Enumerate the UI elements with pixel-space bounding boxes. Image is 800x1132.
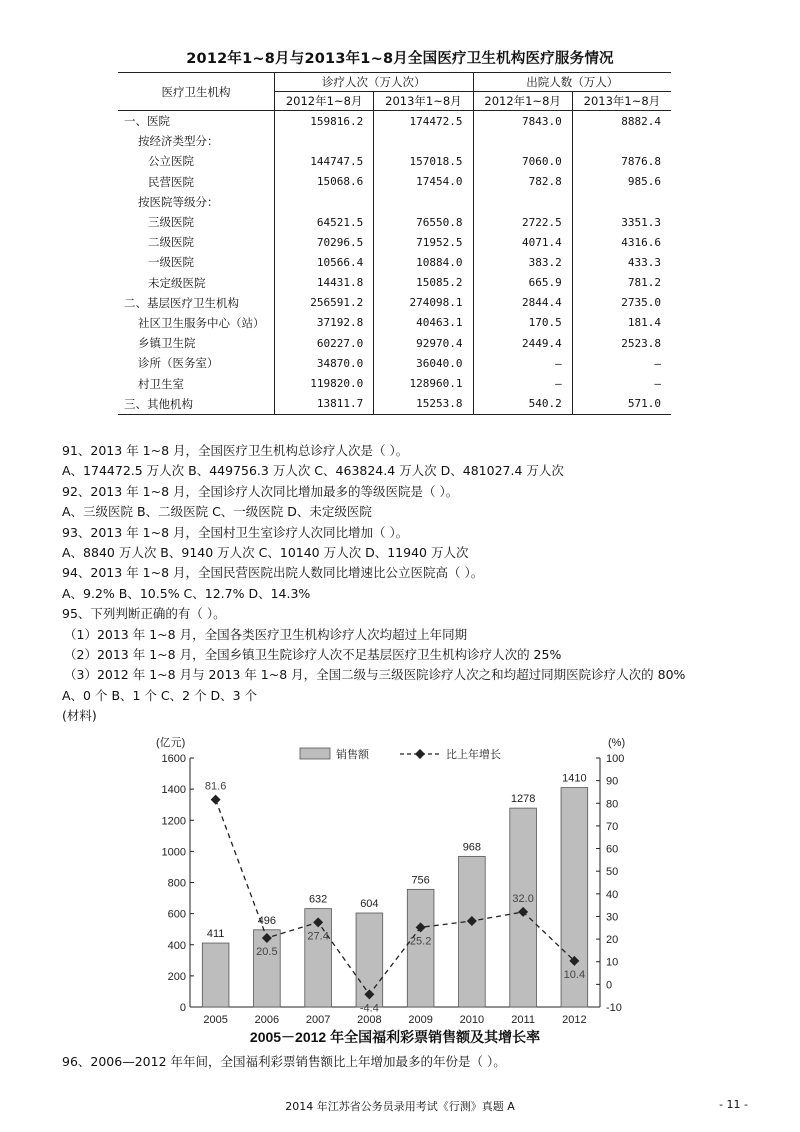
row-label: 一级医院 bbox=[148, 255, 194, 270]
table-cell: 128960.1 bbox=[374, 373, 473, 393]
table-cell: 15068.6 bbox=[275, 172, 374, 192]
row-label: 三级医院 bbox=[148, 215, 194, 230]
table-row bbox=[118, 333, 671, 353]
table-cell: 15085.2 bbox=[374, 273, 473, 293]
table-cell: 665.9 bbox=[473, 273, 572, 293]
table-row bbox=[118, 192, 671, 212]
table-cell: 7876.8 bbox=[572, 151, 671, 171]
x-tick-label: 2012 bbox=[562, 1014, 587, 1026]
table-row bbox=[118, 293, 671, 313]
row-label: 按经济类型分： bbox=[138, 134, 219, 149]
x-tick-label: 2011 bbox=[511, 1014, 535, 1026]
x-tick-label: 2008 bbox=[357, 1014, 382, 1026]
header-period: 2012年1~8月 bbox=[275, 92, 374, 111]
header-discharges: 出院人数（万人） bbox=[473, 73, 671, 92]
table-title: 2012年1~8月与2013年1~8月全国医疗卫生机构医疗服务情况 bbox=[186, 51, 614, 67]
x-tick-label: 2010 bbox=[459, 1014, 485, 1026]
sales-value-label: 604 bbox=[360, 898, 379, 911]
question-91: 91、2013 年 1~8 月，全国医疗卫生机构总诊疗人次是（ ）。 bbox=[62, 443, 409, 458]
table-cell: 181.4 bbox=[572, 313, 671, 333]
table-cell: 157018.5 bbox=[374, 151, 473, 171]
growth-value-label: 10.4 bbox=[563, 968, 586, 981]
legend-line-marker bbox=[415, 749, 425, 759]
header-period: 2013年1~8月 bbox=[572, 92, 671, 111]
x-tick-label: 2006 bbox=[254, 1014, 280, 1026]
question-95-statement: （2）2013 年 1~8 月，全国乡镇卫生院诊疗人次不足基层医疗卫生机构诊疗人次的 25% bbox=[64, 647, 562, 663]
table-row bbox=[118, 151, 671, 171]
table-cell: 10884.0 bbox=[374, 252, 473, 272]
table-cell: 13811.7 bbox=[275, 394, 374, 415]
table-cell: — bbox=[473, 373, 572, 393]
left-tick-label: 1600 bbox=[161, 753, 186, 765]
table-cell: 540.2 bbox=[473, 394, 572, 415]
table-cell: 3351.3 bbox=[572, 212, 671, 232]
table-cell: 15253.8 bbox=[374, 394, 473, 415]
right-tick-label: 70 bbox=[606, 820, 619, 833]
table-cell: 4071.4 bbox=[473, 232, 572, 252]
table-cell bbox=[572, 131, 671, 151]
table-cell bbox=[473, 131, 572, 151]
footer-title: 2014 年江苏省公务员录用考试《行测》真题 A bbox=[285, 1100, 515, 1113]
table-row bbox=[118, 252, 671, 272]
table-cell: — bbox=[572, 353, 671, 373]
x-tick-label: 2007 bbox=[305, 1014, 331, 1026]
right-tick-label: 40 bbox=[606, 888, 619, 901]
table-row bbox=[118, 353, 671, 373]
table-cell: 144747.5 bbox=[275, 151, 374, 171]
table-cell bbox=[374, 131, 473, 151]
table-cell bbox=[374, 192, 473, 212]
table-cell: 76550.8 bbox=[374, 212, 473, 232]
row-label: 乡镇卫生院 bbox=[138, 336, 196, 351]
row-label: 社区卫生服务中心（站） bbox=[138, 315, 265, 330]
page-number: - 11 - bbox=[719, 1098, 748, 1111]
row-label: 一、医院 bbox=[124, 114, 170, 129]
sales-value-label: 496 bbox=[257, 914, 277, 927]
right-tick-label: 60 bbox=[606, 843, 619, 856]
row-label: 二、基层医疗卫生机构 bbox=[124, 295, 239, 310]
question-92-options: A、三级医院 B、二级医院 C、一级医院 D、未定级医院 bbox=[62, 504, 372, 520]
table-cell: 256591.2 bbox=[275, 293, 374, 313]
question-93: 93、2013 年 1~8 月，全国村卫生室诊疗人次同比增加（ ）。 bbox=[62, 524, 409, 540]
table-row bbox=[118, 394, 671, 415]
table-cell: 2523.8 bbox=[572, 333, 671, 353]
sales-value-label: 968 bbox=[462, 841, 482, 854]
right-tick-label: 30 bbox=[606, 911, 619, 924]
table-cell: 7060.0 bbox=[473, 151, 572, 171]
table-cell: 34870.0 bbox=[275, 353, 374, 373]
left-tick-label: 1000 bbox=[161, 846, 186, 859]
sales-value-label: 756 bbox=[411, 874, 430, 887]
question-95: 95、下列判断正确的有（ ）。 bbox=[62, 606, 226, 622]
table-cell: 159816.2 bbox=[275, 111, 374, 132]
question-96-block bbox=[62, 1052, 752, 1072]
question-95-options: A、0 个 B、1 个 C、2 个 D、3 个 bbox=[62, 687, 258, 703]
table-cell: 782.8 bbox=[473, 172, 572, 192]
header-period: 2012年1~8月 bbox=[473, 92, 572, 111]
sales-value-label: 1278 bbox=[510, 793, 536, 806]
questions-block bbox=[62, 441, 752, 727]
medical-service-table bbox=[118, 72, 671, 415]
table-cell: 119820.0 bbox=[275, 373, 374, 393]
table-cell: 14431.8 bbox=[275, 273, 374, 293]
table-cell: 36040.0 bbox=[374, 353, 473, 373]
table-row bbox=[118, 172, 671, 192]
table-cell: 2735.0 bbox=[572, 293, 671, 313]
table-cell: 274098.1 bbox=[374, 293, 473, 313]
left-tick-label: 1200 bbox=[161, 815, 186, 828]
table-cell: — bbox=[473, 353, 572, 373]
table-cell bbox=[275, 192, 374, 212]
sales-value-label: 632 bbox=[308, 893, 328, 906]
sales-bar bbox=[407, 889, 434, 1007]
left-tick-label: 600 bbox=[167, 908, 186, 921]
left-tick-label: 0 bbox=[179, 1002, 186, 1014]
row-label: 诊所（医务室） bbox=[138, 356, 219, 371]
table-row bbox=[118, 131, 671, 151]
growth-marker bbox=[211, 795, 221, 805]
sales-bar bbox=[202, 943, 229, 1007]
legend-line-label: 比上年增长 bbox=[446, 749, 501, 761]
question-94-options: A、9.2% B、10.5% C、12.7% D、14.3% bbox=[62, 585, 311, 601]
legend-bar-label: 销售额 bbox=[336, 749, 369, 761]
question-95-statement: （1）2013 年 1~8 月，全国各类医疗卫生机构诊疗人次均超过上年同期 bbox=[64, 626, 468, 642]
question-95-statement: （3）2012 年 1~8 月与 2013 年 1~8 月，全国二级与三级医院诊疗人次之和均超过同期医院诊疗人次的 80% bbox=[64, 667, 686, 683]
table-cell: 433.3 bbox=[572, 252, 671, 272]
row-label: 未定级医院 bbox=[148, 275, 206, 290]
right-tick-label: 80 bbox=[606, 798, 619, 811]
table-cell: 10566.4 bbox=[275, 252, 374, 272]
legend-bar-swatch bbox=[300, 748, 330, 759]
table-cell: 571.0 bbox=[572, 394, 671, 415]
right-tick-label: 50 bbox=[606, 866, 619, 879]
chart-title: 2005－2012 年全国福利彩票销售额及其增长率 bbox=[249, 1029, 541, 1045]
table-cell: 2722.5 bbox=[473, 212, 572, 232]
growth-value-label: -4.4 bbox=[359, 1002, 379, 1015]
lottery-sales-chart bbox=[150, 730, 650, 1055]
header-period: 2013年1~8月 bbox=[374, 92, 473, 111]
table-cell: 781.2 bbox=[572, 273, 671, 293]
table-row bbox=[118, 373, 671, 393]
right-tick-label: 0 bbox=[606, 979, 613, 992]
left-axis-label: (亿元) bbox=[156, 737, 186, 749]
table-cell: 92970.4 bbox=[374, 333, 473, 353]
table-cell: 40463.1 bbox=[374, 313, 473, 333]
table-cell: 2449.4 bbox=[473, 333, 572, 353]
growth-value-label: 20.5 bbox=[256, 945, 278, 958]
row-label: 二级医院 bbox=[148, 235, 194, 250]
table-cell: 37192.8 bbox=[275, 313, 374, 333]
left-tick-label: 400 bbox=[167, 939, 186, 952]
growth-value-label: 25.2 bbox=[409, 935, 432, 948]
table-row bbox=[118, 111, 671, 132]
table-cell: 70296.5 bbox=[275, 232, 374, 252]
right-tick-label: -10 bbox=[606, 1002, 622, 1014]
left-tick-label: 200 bbox=[167, 970, 186, 983]
table-cell bbox=[473, 192, 572, 212]
question-93-options: A、8840 万人次 B、9140 万人次 C、10140 万人次 D、11940 万人次 bbox=[62, 545, 469, 561]
table-row bbox=[118, 212, 671, 232]
table-cell bbox=[275, 131, 374, 151]
table-cell: 7843.0 bbox=[473, 111, 572, 132]
table-cell: 2844.4 bbox=[473, 293, 572, 313]
header-org: 医疗卫生机构 bbox=[118, 73, 275, 111]
table-cell: — bbox=[572, 373, 671, 393]
question-91-options: A、174472.5 万人次 B、449756.3 万人次 C、463824.4 万人次 D、481027.4 万人次 bbox=[62, 463, 564, 479]
table-cell: 64521.5 bbox=[275, 212, 374, 232]
table-cell: 383.2 bbox=[473, 252, 572, 272]
material-label: (材料) bbox=[62, 708, 97, 724]
header-visits: 诊疗人次（万人次） bbox=[275, 73, 474, 92]
table-cell: 985.6 bbox=[572, 172, 671, 192]
right-tick-label: 10 bbox=[606, 956, 619, 969]
table-cell bbox=[572, 192, 671, 212]
table-cell: 4316.6 bbox=[572, 232, 671, 252]
row-label: 村卫生室 bbox=[138, 376, 184, 391]
table-cell: 170.5 bbox=[473, 313, 572, 333]
row-label: 公立医院 bbox=[148, 154, 194, 169]
sales-bar bbox=[459, 856, 486, 1007]
row-label: 三、其他机构 bbox=[118, 394, 275, 415]
growth-value-label: 32.0 bbox=[512, 892, 534, 905]
row-label: 民营医院 bbox=[148, 174, 194, 189]
sales-value-label: 1410 bbox=[562, 772, 587, 785]
table-row bbox=[118, 313, 671, 333]
growth-value-label: 27.4 bbox=[307, 930, 329, 943]
question-94: 94、2013 年 1~8 月，全国民营医院出院人数同比增速比公立医院高（ ）。 bbox=[62, 565, 484, 581]
x-tick-label: 2005 bbox=[203, 1014, 228, 1026]
table-cell: 60227.0 bbox=[275, 333, 374, 353]
right-tick-label: 20 bbox=[606, 934, 619, 947]
right-axis-label: (%) bbox=[608, 737, 626, 749]
left-tick-label: 800 bbox=[167, 877, 186, 890]
table-cell: 17454.0 bbox=[374, 172, 473, 192]
left-tick-label: 1400 bbox=[161, 784, 186, 797]
table-row bbox=[118, 273, 671, 293]
table-cell: 71952.5 bbox=[374, 232, 473, 252]
x-tick-label: 2009 bbox=[408, 1014, 433, 1026]
question-92: 92、2013 年 1~8 月，全国诊疗人次同比增加最多的等级医院是（ ）。 bbox=[62, 483, 459, 499]
right-tick-label: 100 bbox=[606, 753, 625, 765]
growth-value-label: 81.6 bbox=[204, 780, 227, 793]
sales-value-label: 411 bbox=[206, 928, 225, 941]
row-label: 按医院等级分： bbox=[138, 194, 219, 209]
table-cell: 8882.4 bbox=[572, 111, 671, 132]
right-tick-label: 90 bbox=[606, 775, 619, 788]
table-row bbox=[118, 232, 671, 252]
question-96: 96、2006—2012 年年间，全国福利彩票销售额比上年增加最多的年份是（ ）。 bbox=[62, 1054, 506, 1069]
table-cell: 174472.5 bbox=[374, 111, 473, 132]
